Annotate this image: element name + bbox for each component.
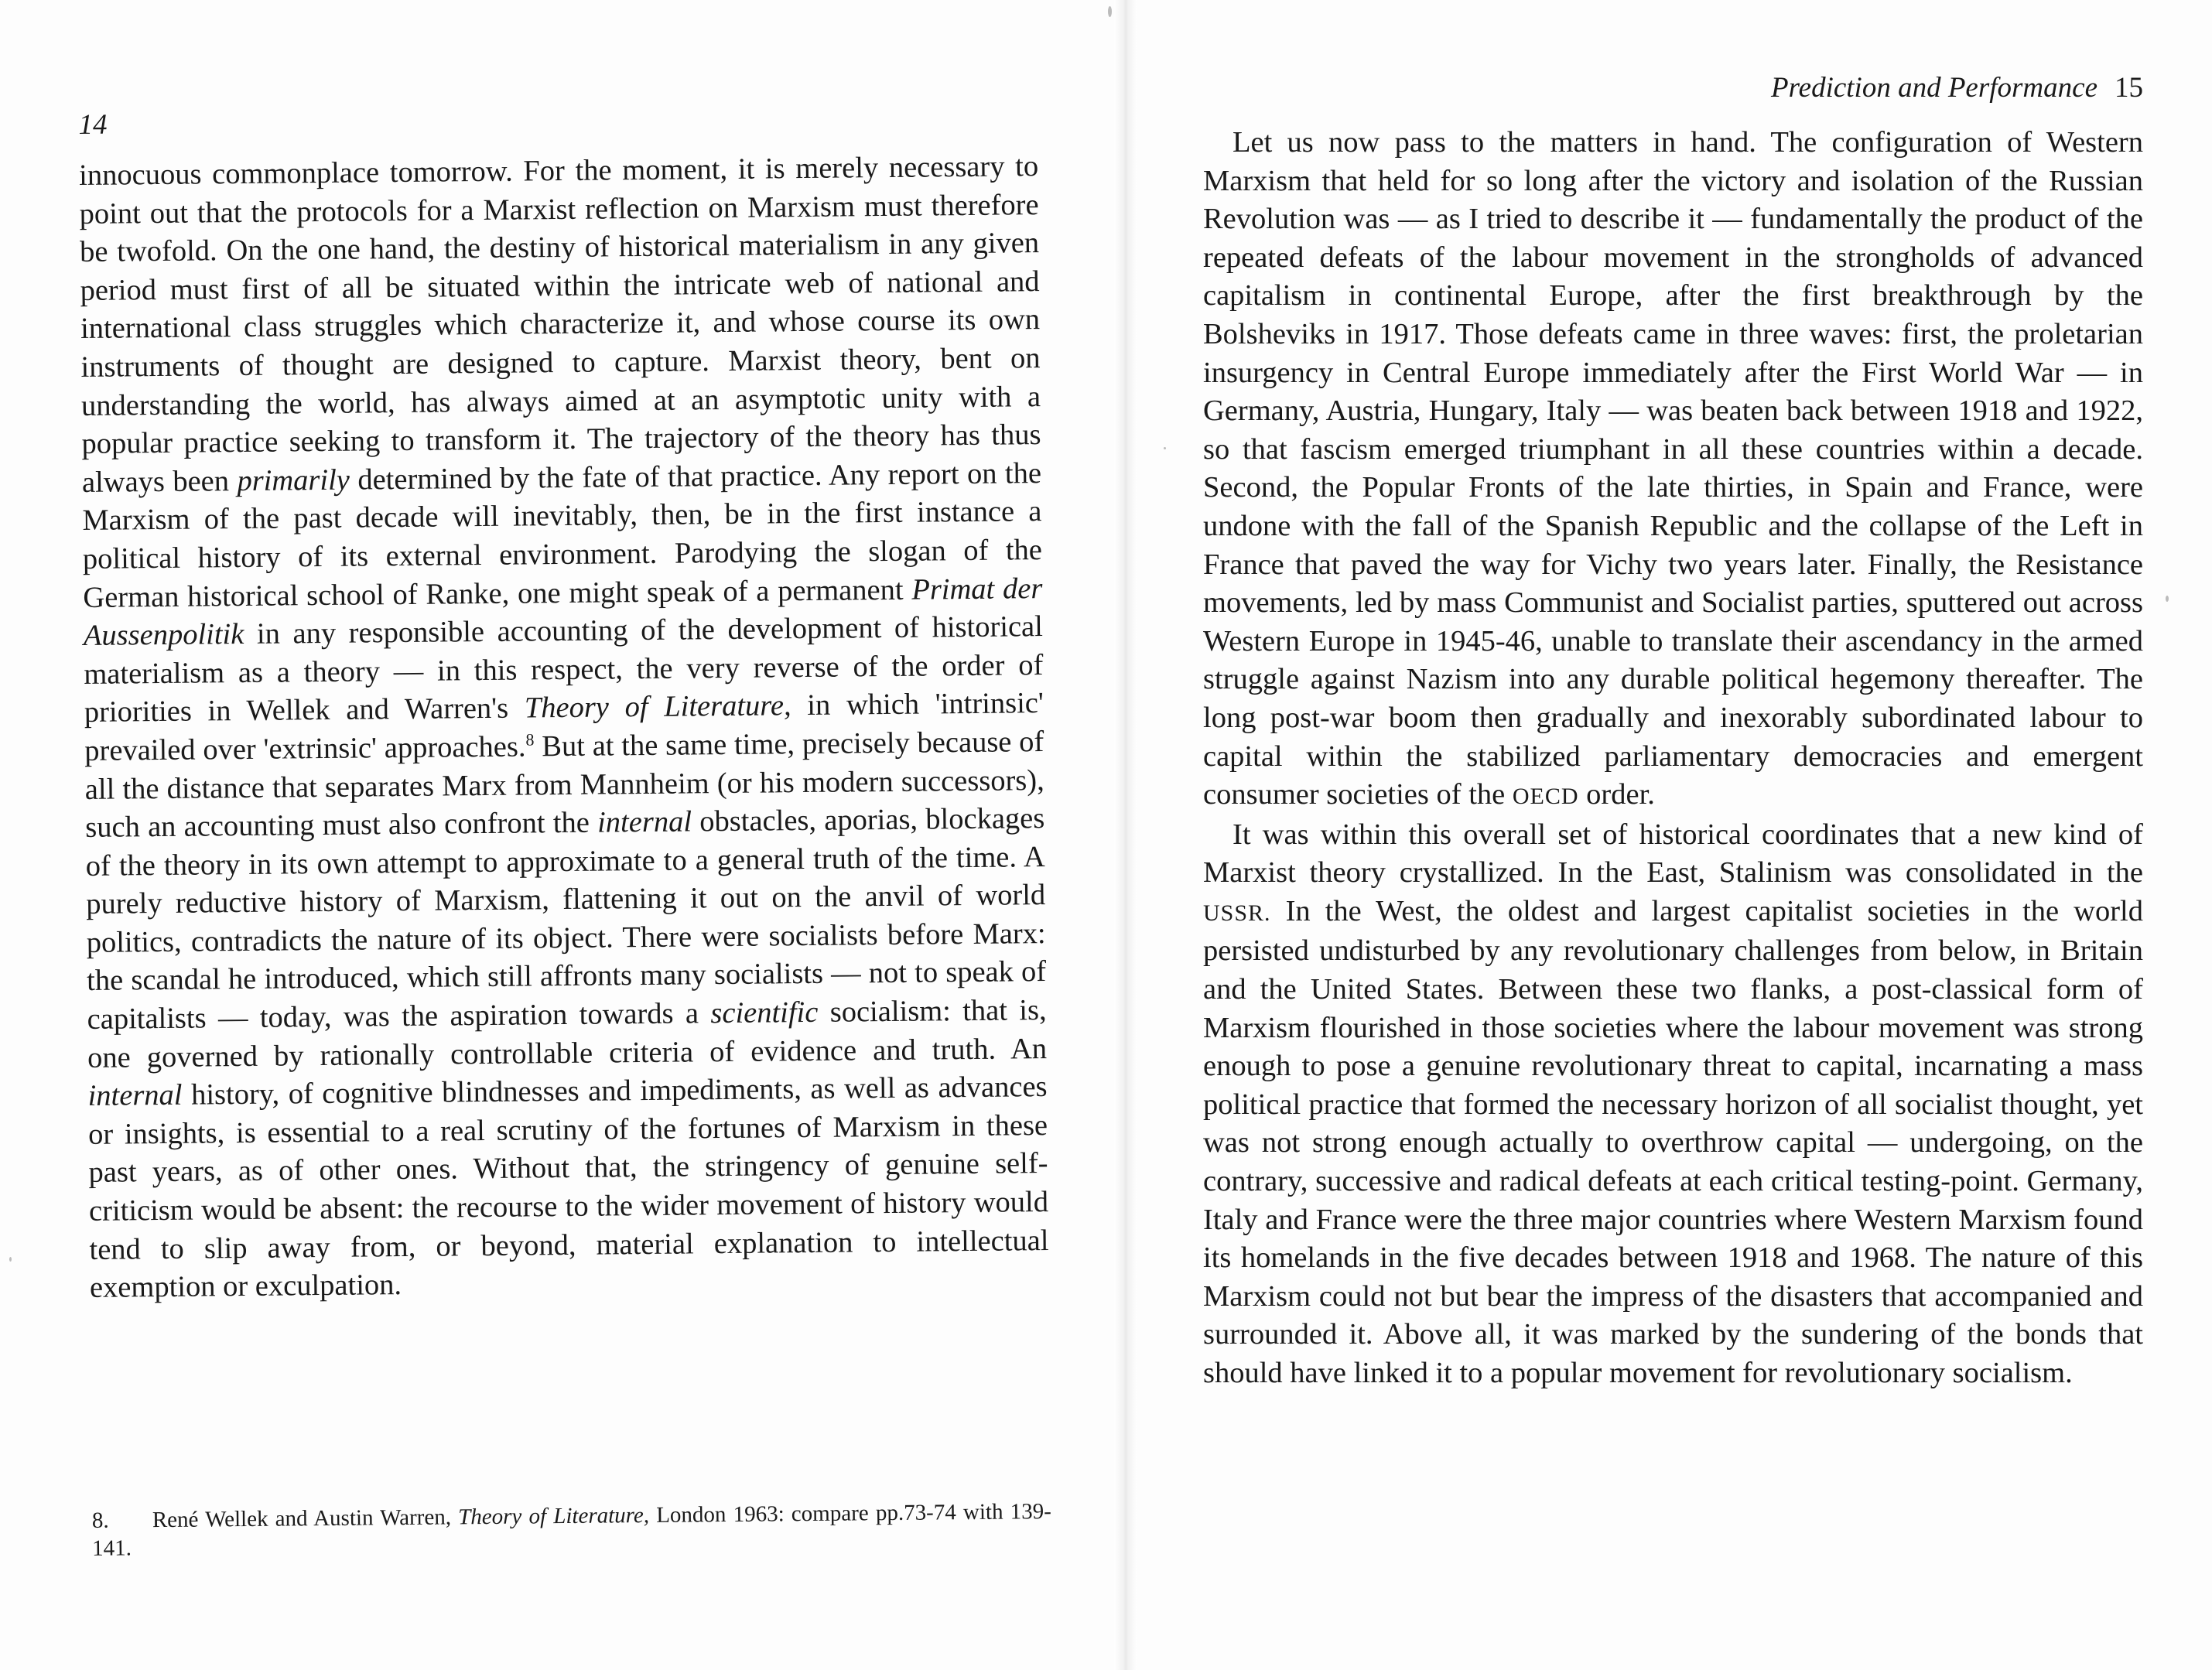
running-head <box>1203 71 2143 104</box>
text-run: in which 'intrinsic' prevailed over 'extrinsic' approaches. <box>84 687 1044 767</box>
italic-run: internal <box>597 805 692 839</box>
italic-run: Theory of Literature, <box>524 689 791 725</box>
text-run: innocuous commonplace tomorrow. For the moment, it is merely necessary to point out that the protocols for a Marxist reflection on Marxism must therefore be twofold. On the one hand, the destiny of historical materialism in any given period must first of all be situated within the intricate web of national and international class struggles which characterize it, and whose course its own instruments of thought are designed to capture. Marxist theory, bent on understanding the world, has always aimed at an asymptotic unity with a popular practice seeking to transform it. The trajectory of the theory has thus always been <box>78 150 1041 499</box>
small-caps-abbreviation: USSR. <box>1203 900 1271 926</box>
text-run: in any responsible accounting of the development of historical materialism as a theory — in this respect, the very reverse of the order of priorities in Wellek and Warren's <box>84 610 1044 729</box>
text-run: London 1963: compare pp.73-74 with 139-141. <box>92 1499 1051 1561</box>
text-run: obstacles, aporias, blockages of the theory in its own attempt to approximate to a general truth of the time. A purely reductive history of Marxism, flattening it out on the anvil of world politics, contradicts the nature of its object. There were socialists before Marx: the scandal he introduced, which still affronts many socialists — not to speak of capitalists — today, was the aspiration towards a <box>85 802 1047 1036</box>
scan-speck <box>1108 6 1112 17</box>
right-paragraph-1 <box>1203 124 2143 816</box>
text-run: It was within this overall set of historical coordinates that a new kind of Marxist theory crystallized. In the East, Stalinism was consolidated in the <box>1203 818 2143 890</box>
right-page-number: 15 <box>2115 72 2143 104</box>
right-page-body <box>1203 124 2143 1393</box>
scan-speck <box>2166 596 2169 602</box>
footnote-number: 8. <box>91 1508 109 1533</box>
text-run: Let us now pass to the matters in hand. The configuration of Western Marxism that held for so long after the victory and isolation of the Russian Revolution was — as I tried to describe it — fundamentally the product of the repeated defeats of the labour movement in the strongholds of advanced capitalism in continental Europe, after the first breakthrough by the Bolsheviks in 1917. Those defeats came in three waves: first, the proletarian insurgency in Central Europe immediately after the First World War — in Germany, Austria, Hungary, Italy — was beaten back between 1918 and 1922, so that fascism emerged triumphant in all these countries within a decade. Second, the Popular Fronts of the late thirties, in Spain and France, were undone with the fall of the Spanish Republic and the collapse of the Left in France that paved the way for Vichy two years later. Finally, the Resistance movements, led by mass Communist and Socialist parties, sputtered out across Western Europe in 1945-46, unable to translate their ascendancy in the armed struggle against Nazism into any durable political hegemony thereafter. The long post-war boom then gradually and inexorably subordinated labour to capital within the stabilized parliamentary democracies and emergent consumer societies of the <box>1203 126 2143 811</box>
text-run: In the West, the oldest and largest capitalist societies in the world persisted undisturbed by any revolutionary challenges from below, in Britain and the United States. Between these two flanks, a post-classical form of Marxism flourished in those societies where the labour movement was strong enough to pose a genuine revolutionary threat to capital, incarnating a mass political practice that formed the necessary horizon of all socialist thought, yet was not strong enough actually to overthrow capital — undergoing, on the contrary, successive and radical defeats at each critical testing-point. Germany, Italy and France were the three major countries where Western Marxism found its homelands in the five decades between 1918 and 1968. The nature of this Marxism could not but bear the impress of the disasters that accompanied and surrounded it. Above all, it was marked by the sundering of the bonds that should have linked it to a popular movement for revolutionary socialism. <box>1203 894 2143 1389</box>
text-run: René Wellek and Austin Warren, <box>152 1504 452 1533</box>
scan-speck <box>9 1257 12 1262</box>
running-head-title: Prediction and Performance <box>1771 72 2097 104</box>
italic-run: Theory of Literature, <box>458 1502 650 1530</box>
left-page-number: 14 <box>78 108 108 141</box>
scan-speck <box>1164 447 1166 449</box>
left-paragraph <box>79 148 1049 1308</box>
text-run: But at the same time, precisely because of all the distance that separates Marx from Mannheim (or his modern successors), such an accounting must also confront the <box>84 725 1044 845</box>
book-gutter <box>1114 0 1137 1670</box>
text-run: determined by the fate of that practice. Any report on the Marxism of the past decade will inevitably, then, be in the first instance a political history of its external environment. Parodying the slogan of the German historical school of Ranke, one might speak of a permanent <box>82 456 1043 614</box>
footnote-reference: 8 <box>525 729 535 750</box>
left-page-body <box>79 148 1049 1308</box>
text-run: socialism: that is, one governed by rationally controllable criteria of evidence and truth. An <box>87 994 1048 1074</box>
right-paragraph-2 <box>1203 816 2143 1393</box>
text-run: history, of cognitive blindnesses and impediments, as well as advances or insights, is essential to a real scrutiny of the fortunes of Marxism in these past years, as of other ones. Without that, the stringency of genuine self-criticism would be absent: the recourse to the wider movement of history would tend to slip away from, or beyond, material explanation to intellectual exemption or exculpation. <box>87 1071 1049 1305</box>
italic-run: Primat der Aussenpolitik <box>83 572 1043 653</box>
footnote <box>92 1498 1052 1562</box>
italic-run: scientific <box>710 996 819 1030</box>
italic-run: primarily <box>237 463 350 497</box>
italic-run: internal <box>87 1079 183 1113</box>
text-run: order. <box>1586 778 1655 811</box>
small-caps-abbreviation: OECD <box>1512 784 1579 810</box>
